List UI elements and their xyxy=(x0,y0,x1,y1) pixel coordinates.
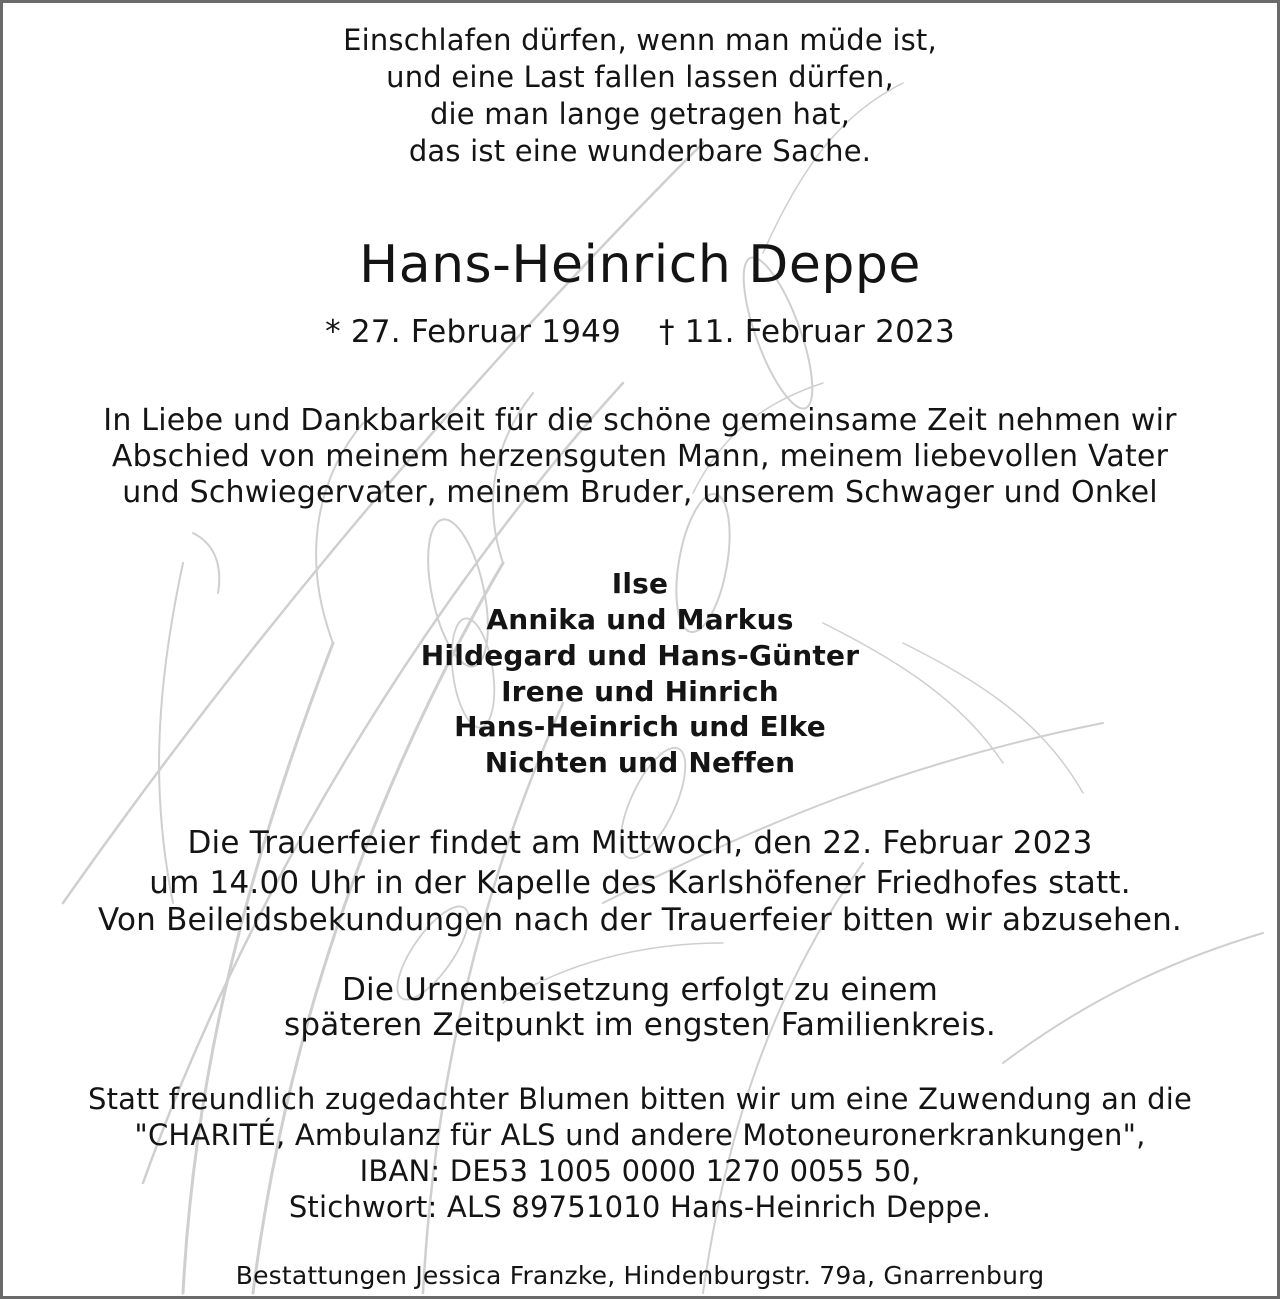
obituary-content xyxy=(3,3,1277,1296)
burial-line-2: späteren Zeitpunkt im engsten Familienkreis. xyxy=(284,1007,996,1043)
mourner-3: Hildegard und Hans-Günter xyxy=(420,639,860,672)
service-line-1: Die Trauerfeier findet am Mittwoch, den 22. Februar 2023 xyxy=(187,825,1093,861)
death-date: † 11. Februar 2023 xyxy=(659,314,955,350)
birth-date: * 27. Februar 1949 xyxy=(325,314,621,350)
poem-line-3: die man lange getragen hat, xyxy=(429,97,851,131)
service-line-2: um 14.00 Uhr in der Kapelle des Karlshöfener Friedhofes statt. xyxy=(149,865,1131,901)
poem-line-1: Einschlafen dürfen, wenn man müde ist, xyxy=(343,23,937,57)
poem-line-2: und eine Last fallen lassen dürfen, xyxy=(386,60,894,94)
donation-line-1: Statt freundlich zugedachter Blumen bitten wir um eine Zuwendung an die xyxy=(87,1082,1192,1116)
mourner-1: Ilse xyxy=(611,567,669,600)
life-dates xyxy=(3,314,1277,350)
burial-line-1: Die Urnenbeisetzung erfolgt zu einem xyxy=(341,972,939,1008)
mourner-5: Hans-Heinrich und Elke xyxy=(454,710,826,743)
mourner-6: Nichten und Neffen xyxy=(484,746,796,779)
funeral-home: Bestattungen Jessica Franzke, Hindenburgstr. 79a, Gnarrenburg xyxy=(235,1261,1045,1290)
mourner-2: Annika und Markus xyxy=(486,603,794,636)
service-line-3: Von Beileidsbekundungen nach der Trauerfeier bitten wir abzusehen. xyxy=(98,902,1182,938)
farewell-line-3: und Schwiegervater, meinem Bruder, unserem Schwager und Onkel xyxy=(122,475,1158,510)
farewell-line-2: Abschied von meinem herzensguten Mann, meinem liebevollen Vater xyxy=(111,439,1169,474)
donation-line-2: "CHARITÉ, Ambulanz für ALS und andere Motoneuronerkrankungen", xyxy=(134,1118,1146,1152)
donation-iban: IBAN: DE53 1005 0000 1270 0055 50, xyxy=(359,1154,921,1188)
donation-keyword: Stichwort: ALS 89751010 Hans-Heinrich Deppe. xyxy=(288,1190,992,1224)
deceased-name: Hans-Heinrich Deppe xyxy=(359,235,921,295)
mourner-4: Irene und Hinrich xyxy=(501,675,779,708)
poem-line-4: das ist eine wunderbare Sache. xyxy=(408,134,872,168)
farewell-line-1: In Liebe und Dankbarkeit für die schöne gemeinsame Zeit nehmen wir xyxy=(103,403,1177,438)
